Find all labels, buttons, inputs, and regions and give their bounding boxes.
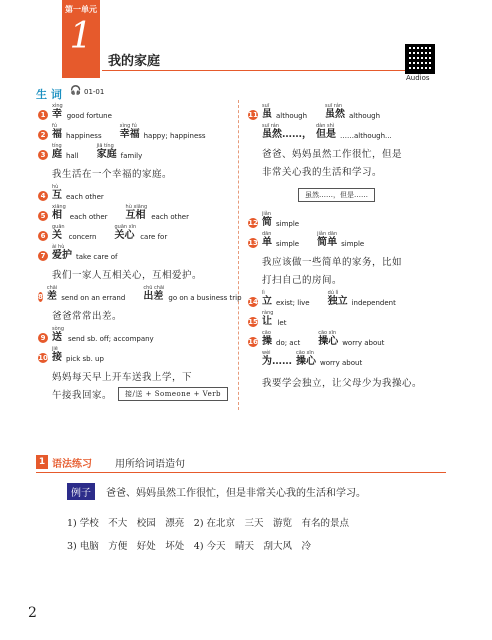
sentence-4a: 妈妈每天早上开车送我上学，下 [52, 372, 193, 383]
vocab-compound-pinyin: jiǎn dān [317, 231, 338, 237]
left-row [38, 103, 233, 120]
vocab-compound-meaning: go on a business trip [168, 294, 242, 302]
vocab-compound-hanzi: 但是 [316, 129, 336, 140]
exercise-line-1: 1) 学校 不大 校园 漂亮 2) 在北京 三天 游览 有名的景点 [67, 518, 350, 529]
vocab-meaning: take care of [76, 253, 118, 261]
left-row [38, 326, 233, 343]
sentence-r2a: 我应该做一些简单的家务，比如 [262, 257, 403, 268]
vocab-compound [126, 204, 148, 221]
vocab-word-hanzi: 关 [52, 230, 62, 241]
vocab-number: 15 [248, 318, 258, 326]
vocab-compound-pinyin: chū chāi [143, 285, 165, 291]
sentence-r1b: 非常关心我的生活和学习。 [262, 167, 383, 178]
vocab-meaning: pick sb. up [66, 355, 104, 363]
vocab-word-pinyin: ài hù [52, 244, 65, 250]
grammar-tip-suiran: 虽然……，但是…… [298, 188, 375, 202]
vocab-word-pinyin: xìng [52, 103, 63, 109]
vocab-number: 12 [248, 219, 258, 227]
vocab-compound-pinyin: xìng fú [119, 123, 137, 129]
vocab-word-pinyin: xiāng [52, 204, 66, 210]
vocab-word-pinyin: hù [52, 184, 59, 190]
vocab-compound-meaning: each other [151, 213, 189, 221]
vocab-word [52, 103, 63, 120]
vocab-compound-pinyin: guān xīn [114, 224, 137, 230]
qr-code-icon[interactable] [405, 44, 435, 74]
vocab-word-hanzi: 操 [262, 336, 272, 347]
left-row [38, 224, 233, 241]
vocab-meaning: good fortune [66, 112, 112, 120]
vocab-word [47, 285, 57, 302]
vocab-word [52, 143, 62, 160]
vocab-word-hanzi: 虽 [262, 109, 272, 120]
vocab-word-hanzi: 福 [52, 129, 62, 140]
vocab-word [52, 244, 72, 261]
vocab-word-hanzi: 爱护 [52, 250, 72, 261]
vocab-word-pinyin: cāo [262, 330, 271, 336]
vocab-meaning: send sb. off; accompany [68, 335, 154, 343]
sentence-3: 爸爸常常出差。 [52, 311, 123, 322]
unit-tab [62, 0, 100, 78]
vocab-word-pinyin: jiǎn [262, 211, 272, 217]
vocab-word-pinyin: dān [262, 231, 272, 237]
left-row [38, 244, 233, 261]
vocab-number: 5 [38, 211, 48, 221]
audios-label: Audios [406, 74, 430, 82]
vocab-word-hanzi: 互 [52, 190, 62, 201]
vocab-compound-meaning: ……although... [340, 132, 392, 140]
vocab-word-pinyin: lì [262, 290, 265, 296]
vocab-meaning: concern [68, 233, 97, 241]
sentence-r2b: 打扫自己的房间。 [262, 275, 343, 286]
vocab-number: 11 [248, 111, 258, 119]
vocab-meaning: hall [66, 152, 79, 160]
left-row [38, 184, 233, 201]
right-row [248, 231, 458, 248]
vocab-word-hanzi: 单 [262, 237, 272, 248]
vocab-word [262, 103, 272, 120]
left-row [38, 285, 242, 302]
vocab-compound-hanzi: 独立 [327, 296, 348, 307]
right-row [248, 290, 458, 307]
vocab-number: 16 [248, 338, 258, 346]
grammar-number: 1 [36, 455, 48, 469]
vocab-meaning: do; act [276, 339, 301, 347]
vocab-left-column [38, 100, 242, 401]
vocab-compound-hanzi: 互相 [125, 210, 146, 221]
vocab-number: 10 [38, 354, 48, 362]
sentence-1: 我生活在一个幸福的家庭。 [52, 169, 173, 180]
vocab-compound-pinyin: cāo xīn [296, 350, 314, 356]
vocab-compound [328, 290, 348, 307]
vocab-word-pinyin: suī rán [262, 123, 280, 129]
vocab-compound-pinyin: dàn shì [316, 123, 335, 129]
vocab-meaning: each other [69, 213, 108, 221]
vocab-word-pinyin: chāi [46, 285, 58, 291]
vocab-compound-hanzi: 家庭 [96, 149, 117, 160]
vocab-compound-meaning: family [120, 152, 143, 160]
vocab-word [262, 123, 312, 140]
right-row [248, 350, 458, 367]
sentence-2: 我们一家人互相关心，互相爱护。 [52, 270, 203, 281]
vocab-word [52, 326, 64, 343]
example-tag: 例子 [67, 483, 95, 500]
vocab-right-column [248, 100, 458, 393]
vocab-number: 7 [38, 251, 48, 261]
vocab-compound [316, 123, 336, 140]
vocab-word-hanzi: 差 [46, 291, 57, 302]
vocab-word-hanzi: 虽然……， [262, 129, 312, 140]
vocab-compound [115, 224, 137, 241]
vocab-word [52, 346, 62, 363]
left-row [38, 346, 233, 363]
vocab-word-pinyin: wèi [262, 350, 271, 356]
vocab-word-pinyin: fú [52, 123, 57, 129]
left-row [38, 123, 233, 140]
vocab-word-hanzi: 让 [262, 316, 272, 327]
vocab-number: 1 [38, 110, 48, 120]
grammar-tip-jie-song: 接/送 + Someone + Verb [118, 387, 228, 401]
right-row [248, 211, 458, 228]
vocab-word [52, 204, 66, 221]
vocab-meaning: each other [66, 193, 104, 201]
vocab-compound-hanzi: 操心 [296, 356, 316, 367]
vocab-word-pinyin: sòng [52, 326, 65, 332]
vocab-word [262, 231, 272, 248]
vocab-number: 14 [248, 298, 258, 306]
vocab-compound [120, 123, 140, 140]
vocab-compound [97, 143, 117, 160]
vocab-compound-meaning: simple [341, 240, 365, 248]
vocab-meaning: simple [276, 240, 300, 248]
vocab-compound [325, 103, 345, 120]
left-row [38, 143, 233, 160]
sentence-4b-text: 午接我回家。 [52, 390, 113, 401]
vocab-meaning: let [277, 319, 287, 327]
vocab-number: 3 [38, 150, 48, 160]
page-number: 2 [28, 605, 37, 621]
vocab-word-pinyin: ràng [262, 310, 274, 316]
vocab-meaning: simple [276, 220, 300, 228]
vocab-compound-hanzi: 幸福 [119, 129, 140, 140]
column-divider [238, 100, 239, 410]
vocab-word-hanzi: 相 [52, 210, 62, 221]
vocab-word [52, 224, 65, 241]
right-row [248, 330, 458, 347]
vocab-number: 4 [38, 191, 48, 201]
vocab-word-hanzi: 庭 [52, 149, 62, 160]
vocab-compound-hanzi: 操心 [318, 336, 339, 347]
sentence-r3: 我要学会独立，让父母少为我操心。 [262, 378, 423, 389]
vocab-compound-pinyin: dú lì [327, 290, 339, 296]
vocab-word-hanzi: 为…… [262, 356, 292, 367]
vocab-compound-meaning: care for [140, 233, 168, 241]
right-row [248, 123, 458, 140]
vocab-compound-pinyin: suī rán [325, 103, 343, 109]
vocab-compound-hanzi: 出差 [143, 291, 164, 302]
vocab-word [262, 310, 273, 327]
vocab-number: 13 [248, 239, 258, 247]
vocab-compound-hanzi: 虽然 [325, 109, 346, 120]
vocab-meaning: although [276, 112, 308, 120]
grammar-subtitle: 用所给词语造句 [115, 459, 185, 470]
right-row [248, 103, 458, 120]
vocab-compound-meaning: independent [351, 299, 396, 307]
unit-label: 第一单元 [65, 5, 97, 14]
vocab-compound-meaning: worry about [342, 339, 385, 347]
vocab-number: 8 [38, 293, 43, 301]
exercise-line-2: 3) 电脑 方便 好处 坏处 4) 今天 晴天 刮大风 冷 [67, 541, 312, 552]
vocab-word-hanzi: 幸 [52, 109, 62, 120]
audio-track: 01-01 [84, 88, 105, 96]
vocab-word-pinyin: guān [52, 224, 65, 230]
vocab-word [262, 211, 272, 228]
vocab-word [52, 184, 62, 201]
grammar-title: 语法练习 [52, 459, 92, 470]
headphones-icon[interactable]: 🎧 [70, 86, 82, 96]
grammar-divider [36, 472, 446, 473]
vocab-word-hanzi: 送 [52, 332, 62, 343]
vocab-word-pinyin: tíng [52, 143, 62, 149]
vocab-word-hanzi: 立 [262, 296, 272, 307]
vocab-heading: 生 词 [36, 88, 62, 101]
page-title: 我的家庭 [108, 54, 161, 69]
vocab-number: 2 [38, 130, 48, 140]
left-row [38, 204, 233, 221]
vocab-compound-pinyin: cāo xīn [318, 330, 337, 336]
vocab-meaning: exist; live [276, 299, 310, 307]
vocab-compound-pinyin: jiā tíng [96, 143, 114, 149]
vocab-compound [317, 231, 337, 248]
vocab-word-hanzi: 简 [262, 217, 272, 228]
vocab-compound-hanzi: 关心 [114, 230, 135, 241]
vocab-word [262, 350, 292, 367]
vocab-word-pinyin: suī [262, 103, 270, 109]
vocab-compound [296, 350, 316, 367]
sentence-4b [52, 387, 233, 401]
vocab-word [262, 330, 272, 347]
vocab-compound-hanzi: 简单 [317, 237, 338, 248]
vocab-meaning: happiness [66, 132, 102, 140]
unit-number: 1 [69, 16, 93, 57]
vocab-word [52, 123, 62, 140]
vocab-number: 9 [38, 333, 48, 343]
vocab-meaning: send on an errand [61, 294, 126, 302]
vocab-compound [143, 285, 164, 302]
vocab-word-pinyin: jiē [52, 346, 58, 352]
vocab-compound-pinyin: hù xiāng [125, 204, 148, 210]
header-divider [102, 70, 432, 71]
vocab-compound-meaning: worry about [320, 359, 363, 367]
right-row [248, 310, 458, 327]
vocab-compound-meaning: although [349, 112, 381, 120]
vocab-compound-meaning: happy; happiness [143, 132, 206, 140]
vocab-number: 6 [38, 231, 48, 241]
sentence-r1a: 爸爸、妈妈虽然工作很忙，但是 [262, 149, 403, 160]
example-sentence: 爸爸、妈妈虽然工作很忙，但是非常关心我的生活和学习。 [106, 488, 366, 499]
vocab-word [262, 290, 272, 307]
vocab-compound [318, 330, 338, 347]
vocab-word-hanzi: 接 [52, 352, 62, 363]
